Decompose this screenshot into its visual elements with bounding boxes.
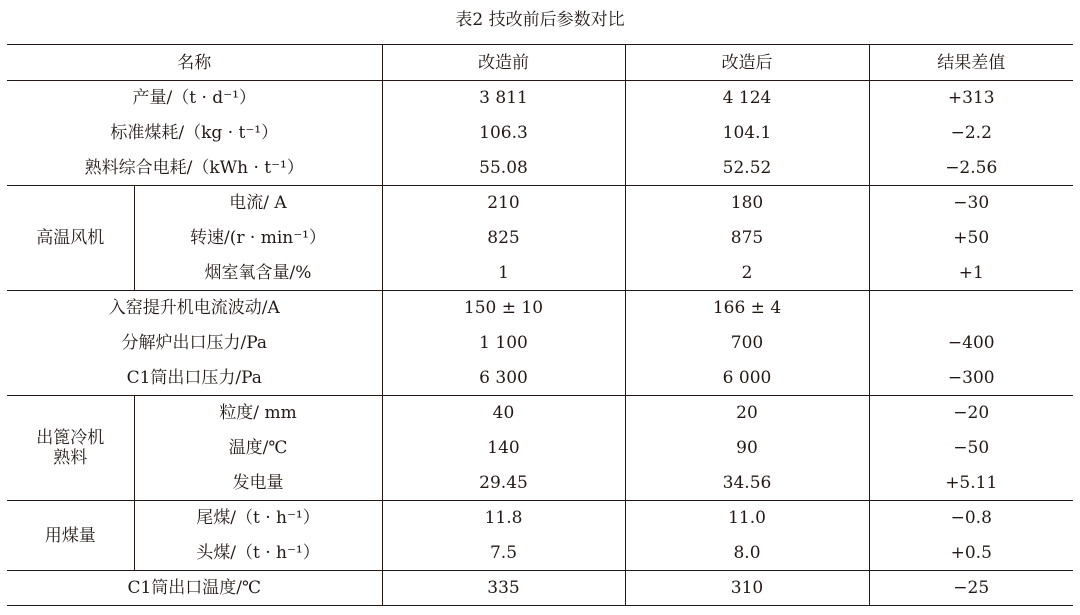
value-diff: −400	[869, 326, 1073, 361]
value-before: 3 811	[382, 81, 625, 116]
value-before: 11.8	[382, 501, 625, 536]
value-diff: +5.11	[869, 466, 1073, 501]
group-label-fan: 高温风机	[7, 186, 134, 291]
table-row	[7, 361, 1073, 396]
table-row	[7, 396, 1073, 431]
value-diff	[869, 291, 1073, 326]
value-before: 335	[382, 571, 625, 606]
table-row	[7, 116, 1073, 151]
value-diff: −50	[869, 431, 1073, 466]
value-after: 34.56	[625, 466, 869, 501]
table-row	[7, 431, 1073, 466]
row-name: 发电量	[134, 466, 382, 501]
value-after: 875	[625, 221, 869, 256]
row-name: 头煤/（t · h⁻¹）	[134, 536, 382, 571]
row-name: C1筒出口压力/Pa	[7, 361, 382, 396]
value-before: 40	[382, 396, 625, 431]
value-diff: +1	[869, 256, 1073, 291]
value-diff: −2.2	[869, 116, 1073, 151]
value-after: 8.0	[625, 536, 869, 571]
row-name: 温度/℃	[228, 438, 288, 458]
row-name: 烟室氧含量/%	[134, 256, 382, 291]
row-name: 分解炉出口压力/Pa	[121, 333, 268, 353]
header-before: 改造前	[382, 45, 625, 81]
header-name: 名称	[7, 45, 382, 81]
value-diff: +313	[869, 81, 1073, 116]
value-before: 140	[382, 431, 625, 466]
value-diff: −0.8	[869, 501, 1073, 536]
row-name: 转速/(r · min⁻¹）	[190, 228, 326, 248]
value-before: 7.5	[382, 536, 625, 571]
group-label-line: 出篦冷机	[36, 428, 105, 448]
value-after: 310	[625, 571, 869, 606]
value-after: 20	[625, 396, 869, 431]
value-diff: −300	[869, 361, 1073, 396]
table-row	[7, 571, 1073, 606]
value-diff: −2.56	[869, 151, 1073, 186]
table-row	[7, 151, 1073, 186]
value-after: 166 ± 4	[625, 291, 869, 326]
table-row	[7, 186, 1073, 221]
value-diff: −20	[869, 396, 1073, 431]
row-name: 尾煤/（t · h⁻¹）	[196, 508, 320, 529]
table-caption: 表2 技改前后参数对比	[455, 10, 625, 30]
table-row	[7, 466, 1073, 501]
value-before: 1 100	[382, 326, 625, 361]
value-before: 1	[382, 256, 625, 291]
header-diff: 结果差值	[869, 45, 1073, 81]
table-row	[7, 326, 1073, 361]
value-before: 29.45	[382, 466, 625, 501]
value-after: 700	[625, 326, 869, 361]
value-after: 90	[625, 431, 869, 466]
value-after: 52.52	[625, 151, 869, 186]
value-before: 150 ± 10	[382, 291, 625, 326]
row-name: 入窑提升机电流波动/A	[108, 298, 280, 319]
row-name: C1筒出口温度/℃	[127, 578, 262, 598]
header-after: 改造后	[625, 45, 869, 81]
group-label-coal: 用煤量	[7, 501, 134, 571]
value-after: 6 000	[625, 361, 869, 396]
row-name: 电流/ A	[229, 193, 287, 214]
group-label-cooler	[7, 396, 134, 501]
table-row	[7, 536, 1073, 571]
value-after: 4 124	[625, 81, 869, 116]
value-before: 210	[382, 186, 625, 221]
value-before: 55.08	[382, 151, 625, 186]
value-after: 180	[625, 186, 869, 221]
table-row	[7, 501, 1073, 536]
value-after: 11.0	[625, 501, 869, 536]
table-row	[7, 81, 1073, 116]
comparison-table	[7, 44, 1073, 606]
value-diff: +50	[869, 221, 1073, 256]
value-before: 106.3	[382, 116, 625, 151]
value-diff: −25	[869, 571, 1073, 606]
row-name: 熟料综合电耗/（kWh · t⁻¹）	[7, 151, 382, 186]
table-row	[7, 221, 1073, 256]
value-diff: −30	[869, 186, 1073, 221]
value-diff: +0.5	[869, 536, 1073, 571]
row-name: 产量/（t · d⁻¹）	[132, 88, 256, 109]
value-after: 104.1	[625, 116, 869, 151]
table-row	[7, 256, 1073, 291]
group-label-line: 熟料	[53, 448, 88, 468]
row-name: 标准煤耗/（kg · t⁻¹）	[110, 123, 279, 143]
value-before: 6 300	[382, 361, 625, 396]
table-row	[7, 291, 1073, 326]
header-row	[7, 45, 1073, 81]
value-after: 2	[625, 256, 869, 291]
value-before: 825	[382, 221, 625, 256]
row-name: 粒度/ mm	[219, 403, 297, 424]
